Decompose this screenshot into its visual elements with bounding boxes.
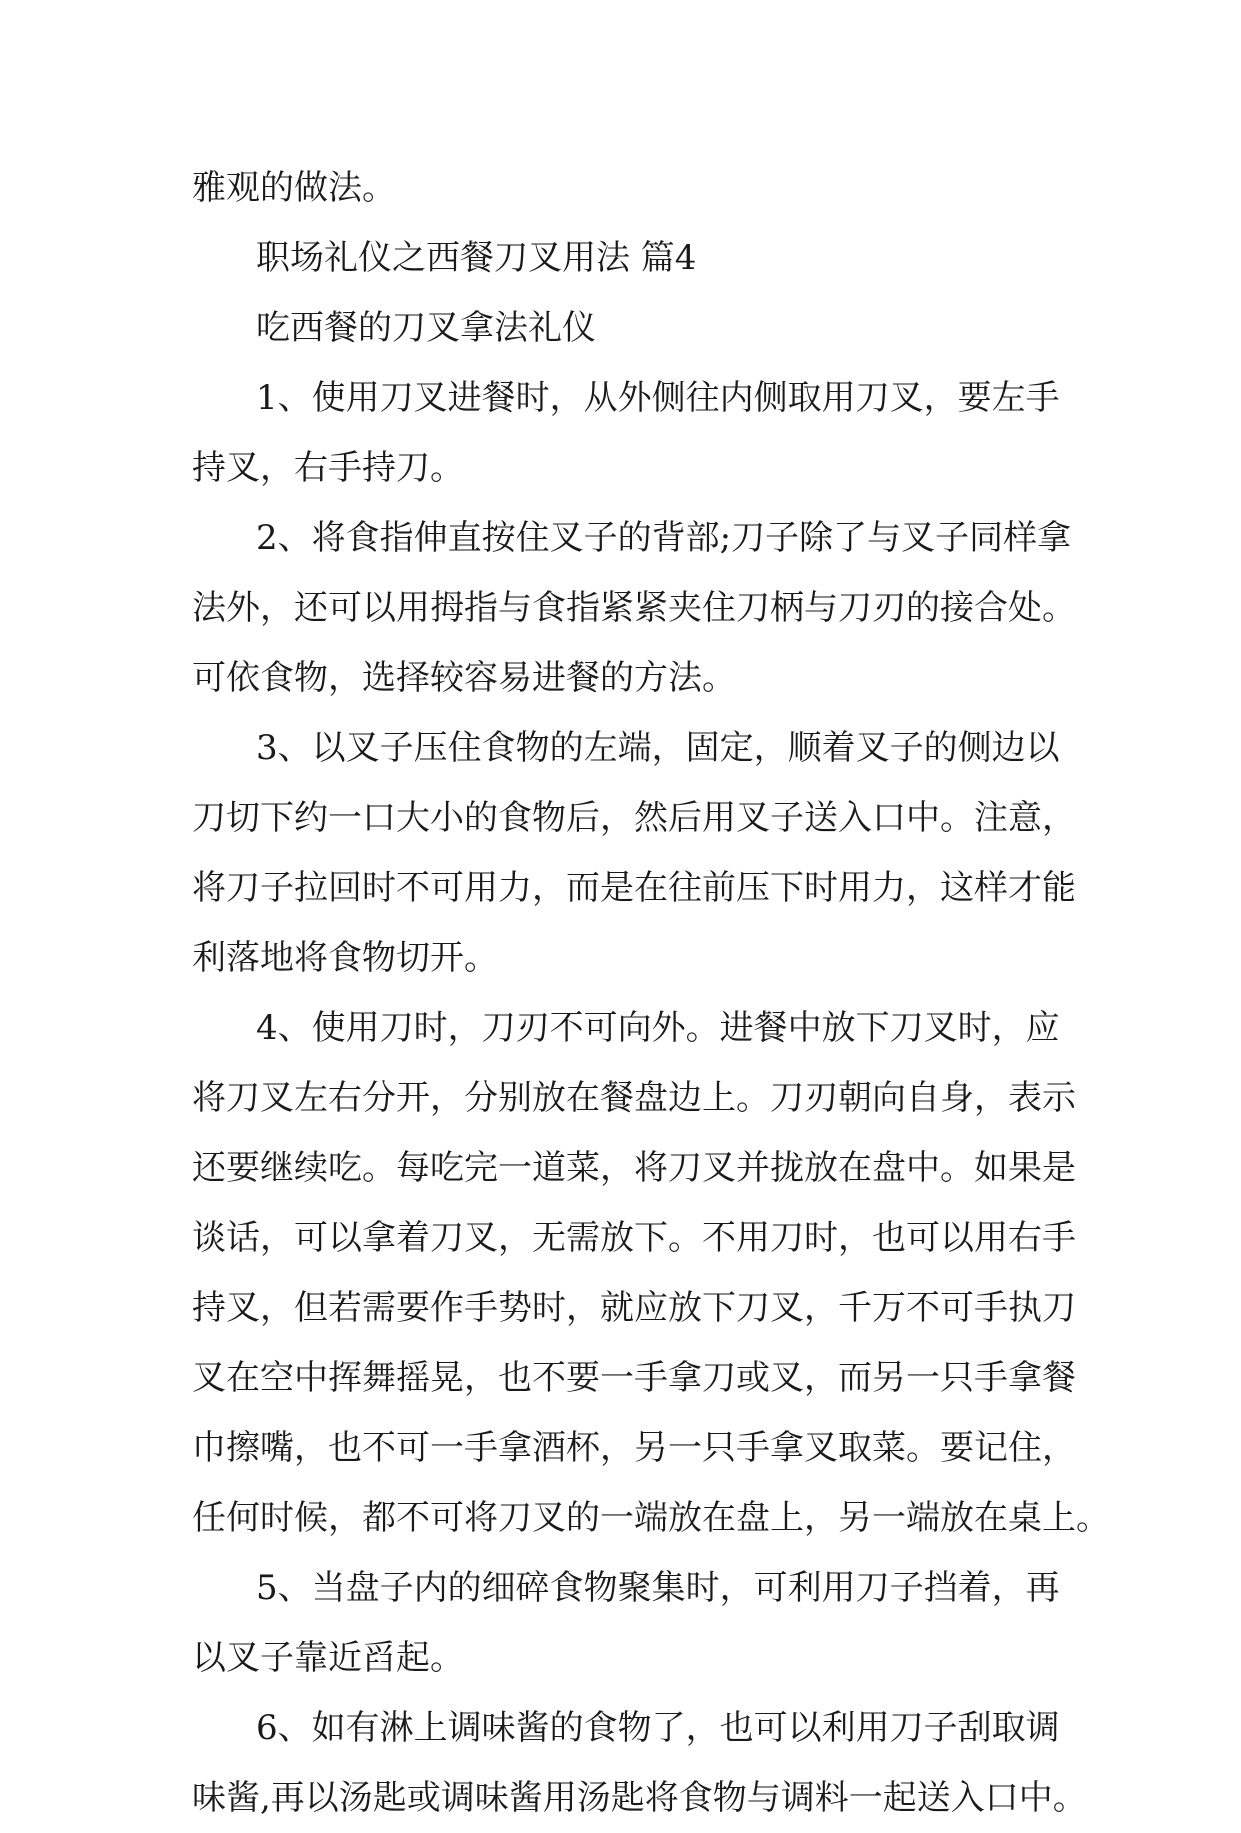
- subheading: 吃西餐的刀叉拿法礼仪: [256, 308, 596, 348]
- text-line: 法外，还可以用拇指与食指紧紧夹住刀柄与刀刃的接合处。: [192, 588, 1076, 628]
- text-line: 持叉，但若需要作手势时，就应放下刀叉，千万不可手执刀: [192, 1288, 1076, 1328]
- text-line: 任何时候，都不可将刀叉的一端放在盘上，另一端放在桌上。: [192, 1498, 1110, 1538]
- text-line: 将刀子拉回时不可用力，而是在往前压下时用力，这样才能: [192, 868, 1076, 908]
- text-line: 6、如有淋上调味酱的食物了，也可以利用刀子刮取调: [256, 1708, 1060, 1748]
- text-line: 利落地将食物切开。: [192, 938, 498, 978]
- text-line: 刀切下约一口大小的食物后，然后用叉子送入口中。注意，: [192, 798, 1076, 838]
- document-body: [192, 153, 1110, 1833]
- text-line: 2、将食指伸直按住叉子的背部;刀子除了与叉子同样拿: [256, 518, 1072, 558]
- text-line: 雅观的做法。: [192, 168, 396, 208]
- text-line: 味酱,再以汤匙或调味酱用汤匙将食物与调料一起送入口中。: [192, 1778, 1087, 1818]
- section-heading: 职场礼仪之西餐刀叉用法 篇4: [256, 238, 697, 278]
- text-line: 1、使用刀叉进餐时，从外侧往内侧取用刀叉，要左手: [256, 378, 1060, 418]
- text-line: 巾擦嘴，也不可一手拿酒杯，另一只手拿叉取菜。要记住，: [192, 1428, 1076, 1468]
- text-line: 以叉子靠近舀起。: [192, 1638, 464, 1678]
- text-line: 还要继续吃。每吃完一道菜，将刀叉并拢放在盘中。如果是: [192, 1148, 1076, 1188]
- text-line: 将刀叉左右分开，分别放在餐盘边上。刀刃朝向自身，表示: [192, 1078, 1076, 1118]
- text-line: 叉在空中挥舞摇晃，也不要一手拿刀或叉，而另一只手拿餐: [192, 1358, 1076, 1398]
- text-line: 持叉，右手持刀。: [192, 448, 464, 488]
- text-line: 3、以叉子压住食物的左端，固定，顺着叉子的侧边以: [256, 728, 1060, 768]
- text-line: 谈话，可以拿着刀叉，无需放下。不用刀时，也可以用右手: [192, 1218, 1076, 1258]
- text-line: 4、使用刀时，刀刃不可向外。进餐中放下刀叉时，应: [256, 1008, 1060, 1048]
- text-line: 5、当盘子内的细碎食物聚集时，可利用刀子挡着，再: [256, 1568, 1060, 1608]
- text-line: 可依食物，选择较容易进餐的方法。: [192, 658, 736, 698]
